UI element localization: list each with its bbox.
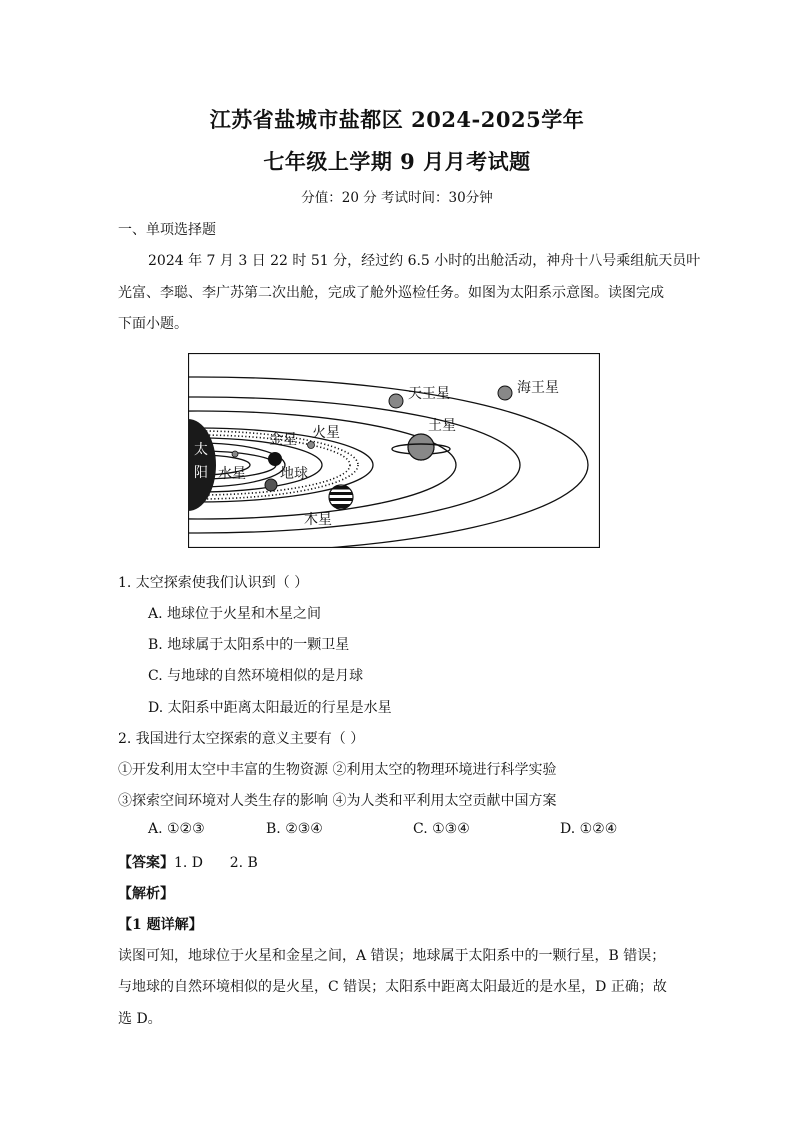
- answer-line: [118, 852, 258, 872]
- exam-title-line1: 江苏省盐城市盐都区 2024-2025学年: [209, 107, 585, 132]
- uranus-icon: [389, 394, 403, 408]
- mars-icon: [308, 442, 315, 449]
- analysis-label: 【解析】: [118, 886, 174, 902]
- jupiter-icon: [328, 485, 354, 509]
- q1-option-c: C. 与地球的自然环境相似的是月球: [148, 668, 364, 684]
- detail-line-1: 读图可知，地球位于火星和金星之间，A 错误；地球属于太阳系中的一颗行星，B 错误；: [118, 948, 666, 964]
- exam-meta: 分值：20 分 考试时间：30分钟: [301, 190, 493, 206]
- sun-label-2: 阳: [194, 465, 208, 481]
- answer-label: 【答案】: [118, 855, 174, 871]
- detail-line-2: 与地球的自然环境相似的是火星，C 错误；太阳系中距离太阳最近的是水星，D 正确；故: [118, 979, 667, 995]
- detail-line-3: 选 D。: [118, 1011, 162, 1027]
- intro-line-3: 下面小题。: [118, 316, 188, 332]
- venus-icon: [268, 452, 282, 466]
- answer-text: 1. D 2. B: [174, 855, 258, 871]
- q2-stem: 2. 我国进行太空探索的意义主要有（ ）: [118, 731, 365, 747]
- detail-label: 【1 题详解】: [118, 917, 203, 933]
- q2-items-line-1: ①开发利用太空中丰富的生物资源 ②利用太空的物理环境进行科学实验: [118, 762, 557, 778]
- earth-icon: [265, 479, 277, 491]
- intro-line-2: 光富、李聪、李广苏第二次出舱，完成了舱外巡检任务。如图为太阳系示意图。读图完成: [118, 285, 664, 301]
- intro-line-1: 2024 年 7 月 3 日 22 时 51 分，经过约 6.5 小时的出舱活动，神舟十八号乘组航天员叶: [148, 253, 701, 269]
- sun-label-1: 太: [194, 442, 208, 458]
- q1-option-b: B. 地球属于太阳系中的一颗卫星: [148, 637, 350, 653]
- exam-title-line2: 七年级上学期 9 月月考试题: [263, 149, 531, 174]
- q1-option-d: D. 太阳系中距离太阳最近的行星是水星: [148, 700, 392, 716]
- mars-label: 火星: [312, 425, 340, 441]
- jupiter-label: 木星: [304, 512, 332, 528]
- uranus-label: 天王星: [408, 386, 450, 402]
- mercury-icon: [232, 451, 238, 457]
- venus-label: 金星: [269, 432, 297, 448]
- q2-option-c: C. ①③④: [413, 821, 470, 837]
- mercury-label: 水星: [218, 466, 246, 482]
- neptune-label: 海王星: [517, 380, 559, 396]
- section-heading: 一、单项选择题: [118, 222, 216, 238]
- q2-items-line-2: ③探索空间环境对人类生存的影响 ④为人类和平利用太空贡献中国方案: [118, 793, 557, 809]
- neptune-icon: [498, 386, 512, 400]
- earth-label: 地球: [280, 466, 308, 482]
- q1-option-a: A. 地球位于火星和木星之间: [148, 606, 322, 622]
- q2-option-a: A. ①②③: [148, 821, 205, 837]
- solar-system-figure: [188, 353, 600, 548]
- q2-option-b: B. ②③④: [266, 821, 323, 837]
- q2-option-d: D. ①②④: [560, 821, 618, 837]
- saturn-label: 土星: [428, 418, 456, 434]
- q1-stem: 1. 太空探索使我们认识到（ ）: [118, 575, 309, 591]
